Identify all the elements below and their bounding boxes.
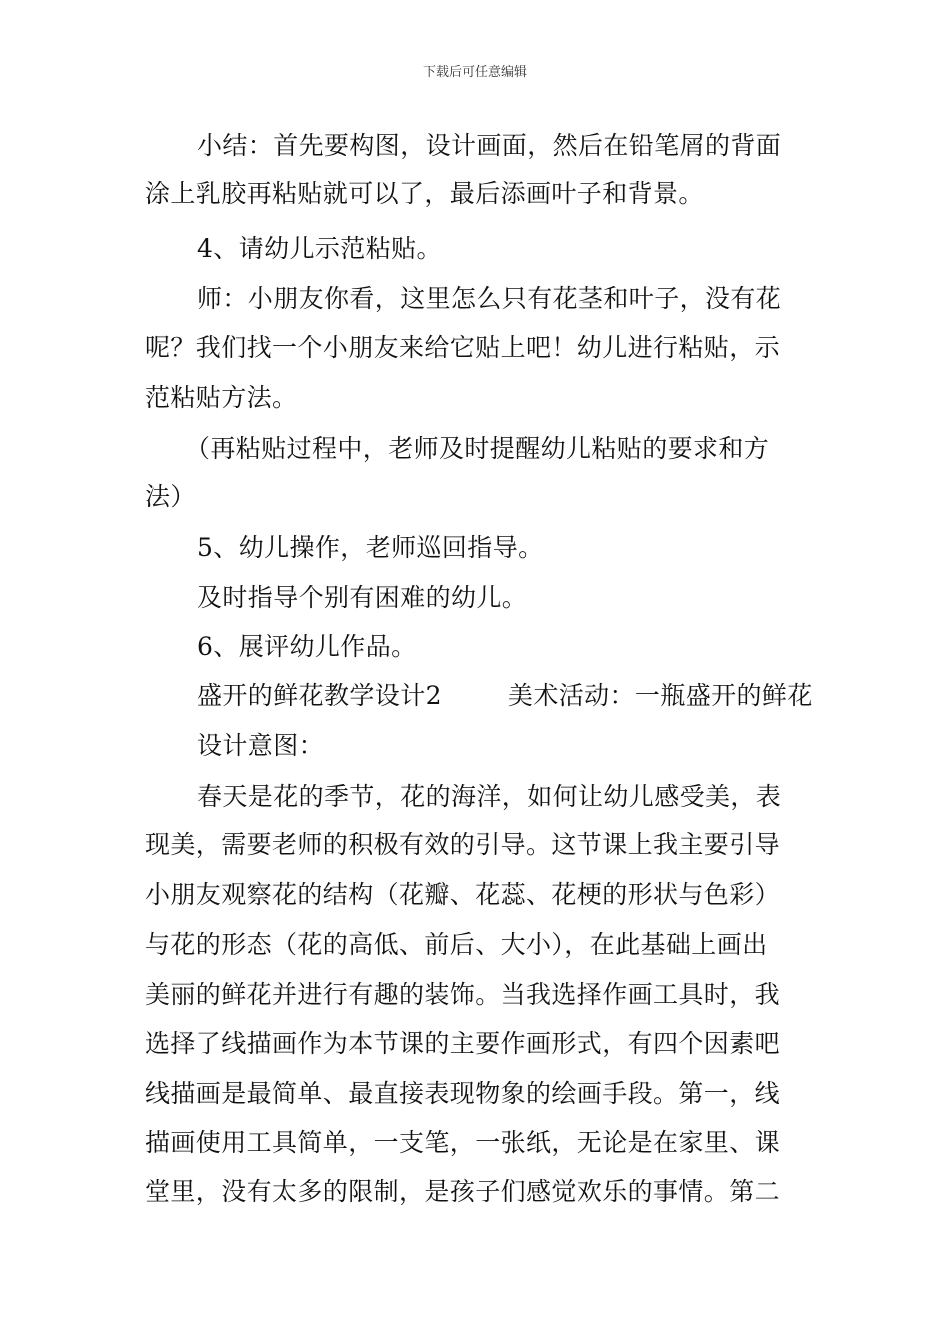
section-title-line (197, 676, 813, 716)
text-line: 小朋友观察花的结构（花瓣、花蕊、花梗的形状与色彩） (145, 880, 781, 909)
text-line: 与花的形态（花的高低、前后、大小），在此基础上画出 (145, 930, 768, 959)
text-line: 选择了线描画作为本节课的主要作画形式，有四个因素吧 (145, 1029, 781, 1058)
text-line: 涂上乳胶再粘贴就可以了，最后添画叶子和背景。 (145, 179, 704, 208)
text-line: 春天是花的季节，花的海洋，如何让幼儿感受美，表 (197, 782, 782, 811)
text-line: 设计意图： (197, 731, 325, 760)
text-line: 小结：首先要构图，设计画面，然后在铅笔屑的背面 (197, 131, 782, 160)
text-line: 美丽的鲜花并进行有趣的装饰。当我选择作画工具时，我 (145, 980, 781, 1009)
activity-title: 美术活动：一瓶盛开的鲜花 (507, 681, 813, 710)
text-line: 范粘贴方法。 (145, 383, 298, 412)
text-line: 呢？我们找一个小朋友来给它贴上吧！幼儿进行粘贴，示 (145, 333, 781, 362)
section-title: 盛开的鲜花教学设计2 (197, 681, 442, 710)
text-line: 堂里，没有太多的限制，是孩子们感觉欢乐的事情。第二 (145, 1177, 781, 1206)
text-line: 4、请幼儿示范粘贴。 (197, 234, 442, 263)
text-line: 法） (145, 482, 196, 511)
text-line: 6、展评幼儿作品。 (197, 632, 417, 661)
text-line: 描画使用工具简单，一支笔，一张纸，无论是在家里、课 (145, 1128, 781, 1157)
text-line: 线描画是最简单、最直接表现物象的绘画手段。第一，线 (145, 1079, 781, 1108)
page-header: 下载后可任意编辑 (422, 65, 527, 80)
text-line: （再粘贴过程中，老师及时提醒幼儿粘贴的要求和方 (185, 434, 770, 463)
text-line: 5、幼儿操作，老师巡回指导。 (197, 533, 544, 562)
text-line: 师：小朋友你看，这里怎么只有花茎和叶子，没有花 (197, 284, 782, 313)
text-line: 现美，需要老师的积极有效的引导。这节课上我主要引导 (145, 830, 781, 859)
text-line: 及时指导个别有困难的幼儿。 (197, 583, 528, 612)
